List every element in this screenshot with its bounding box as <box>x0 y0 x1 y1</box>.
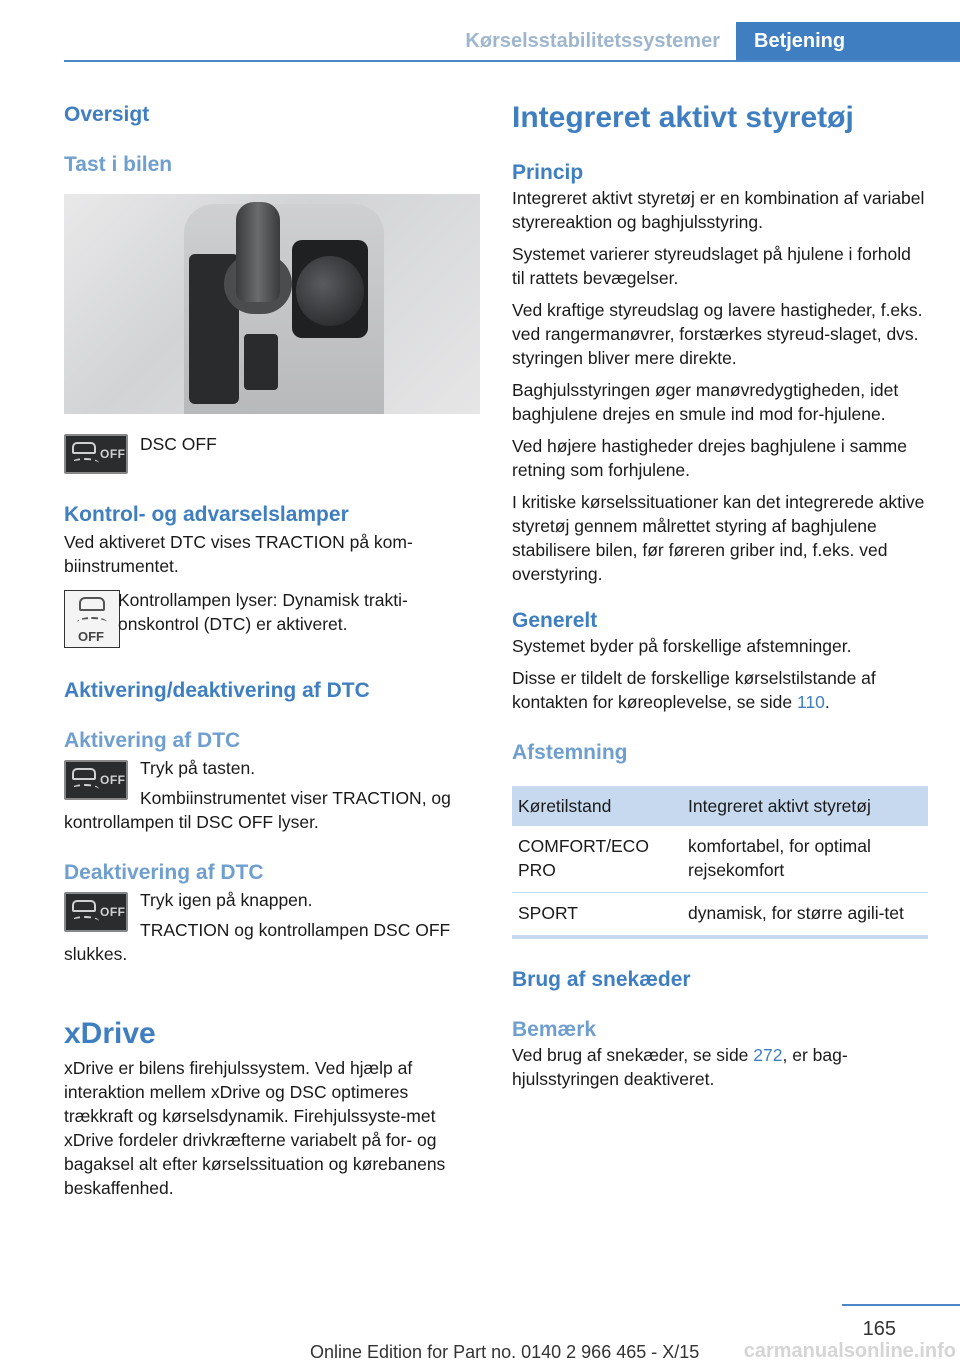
header-section-title: Kørselsstabilitetssystemer <box>465 30 720 52</box>
heading-snekaeder: Brug af snekæder <box>512 968 691 991</box>
heading-oversigt: Oversigt <box>64 103 150 126</box>
generelt-p2-end: . <box>824 692 830 712</box>
watermark: carmanualsonline.info <box>743 1340 956 1362</box>
generelt-p1: Systemet byder på forskellige afstemninger. <box>512 636 852 656</box>
table-header-cell: Integreret aktivt styretøj <box>682 786 928 826</box>
princip-p1: Integreret aktivt styretøj er en kombination af variabel styrereaktion og baghjulsstyring. <box>512 188 925 232</box>
heading-xdrive: xDrive <box>64 1017 156 1050</box>
lamp-text: Kontrollampen lyser: Dynamisk trakti-onskontrol (DTC) er aktiveret. <box>118 590 408 634</box>
table-header-row <box>512 786 928 826</box>
princip-p2: Systemet varierer styreudslaget på hjulene i forhold til rattets bevægelser. <box>512 244 911 288</box>
princip-p4: Baghjulsstyringen øger manøvredygtigheden, idet baghjulene drejes en smule ind mod for-hjulene. <box>512 380 899 424</box>
table-row <box>512 826 928 893</box>
bemaerk-text-a: Ved brug af snekæder, se side <box>512 1045 754 1065</box>
dsc-row <box>64 432 480 494</box>
page-link-110[interactable]: 110 <box>797 692 825 712</box>
edition-line: Online Edition for Part no. 0140 2 966 465 - X/15 <box>310 1342 700 1362</box>
page-header <box>0 0 960 62</box>
page-number: 165 <box>862 1318 896 1340</box>
console-photo <box>64 194 480 414</box>
kontrol-text: Ved aktiveret DTC vises TRACTION på kom-biinstrumentet. <box>64 532 413 576</box>
xdrive-text: xDrive er bilens firehjulssystem. Ved hjælp af interaktion mellem xDrive og DSC optimeres trækkraft og kørselsdynamik. Firehjulssyste-met xDrive fordeler drivkræfterne variabelt på for- og bagaksel alt efter kørselssituation og kørebanens beskaffenhed. <box>64 1058 446 1198</box>
aktivering-block <box>64 756 480 834</box>
dtc-off-lamp-icon: OFF <box>64 590 120 648</box>
heading-kontrol: Kontrol- og advarselslamper <box>64 503 349 526</box>
footer-rule <box>842 1304 960 1306</box>
princip-p3: Ved kraftige styreudslag og lavere hastigheder, f.eks. ved rangermanøvrer, forstærkes styreud-slaget, dvs. styringen bliver mere direkte. <box>512 300 923 368</box>
heading-afstemning: Afstemning <box>512 741 628 764</box>
heading-deaktivering: Deaktivering af DTC <box>64 861 264 884</box>
heading-princip: Princip <box>512 161 584 184</box>
lamp-row <box>64 588 480 654</box>
left-column <box>64 96 480 1200</box>
table-cell: komfortabel, for optimal rejsekomfort <box>682 826 928 893</box>
afstemning-table <box>512 786 928 939</box>
heading-tast: Tast i bilen <box>64 153 173 176</box>
heading-generelt: Generelt <box>512 609 598 632</box>
deaktivering-result: TRACTION og kontrollampen DSC OFF slukkes. <box>64 920 451 964</box>
right-column <box>512 96 928 1091</box>
dsc-off-icon: OFF <box>64 760 128 800</box>
heading-aktivering: Aktivering af DTC <box>64 729 241 752</box>
bemaerk-text-b: , er bag-hjulsstyringen deaktiveret. <box>512 1045 848 1089</box>
table-cell: COMFORT/ECO PRO <box>512 826 682 893</box>
heading-aktivering-deaktivering: Aktivering/deaktivering af DTC <box>64 679 370 702</box>
table-cell: SPORT <box>512 893 682 938</box>
princip-p6: I kritiske kørselssituationer kan det integrerede aktive styretøj gennem målrettet styring af baghjulene stabilisere bilen, før føreren griber ind, f.eks. ved overstyring. <box>512 492 925 584</box>
heading-integreret: Integreret aktivt styretøj <box>512 101 854 134</box>
heading-bemaerk: Bemærk <box>512 1018 597 1041</box>
generelt-p2-text: Disse er tildelt de forskellige kørselstilstande af kontakten for køreoplevelse, se side <box>512 668 876 712</box>
aktivering-step: Tryk på tasten. <box>140 758 256 778</box>
deaktivering-step: Tryk igen på knappen. <box>140 890 313 910</box>
dsc-off-icon: OFF <box>64 434 128 474</box>
dsc-off-icon: OFF <box>64 892 128 932</box>
dsc-label: DSC OFF <box>140 434 217 454</box>
princip-p5: Ved højere hastigheder drejes baghjulene i samme retning som forhjulene. <box>512 436 907 480</box>
header-tab: Betjening <box>736 22 960 62</box>
deaktivering-block <box>64 888 480 966</box>
header-rule <box>64 60 960 62</box>
page-link-272[interactable]: 272 <box>753 1045 783 1065</box>
aktivering-result: Kombiinstrumentet viser TRACTION, og kontrollampen til DSC OFF lyser. <box>64 788 451 832</box>
bemaerk-text <box>512 1043 928 1091</box>
generelt-p2 <box>512 666 928 714</box>
table-cell: dynamisk, for større agili-tet <box>682 893 928 938</box>
table-header-cell: Køretilstand <box>512 786 682 826</box>
table-row <box>512 893 928 938</box>
